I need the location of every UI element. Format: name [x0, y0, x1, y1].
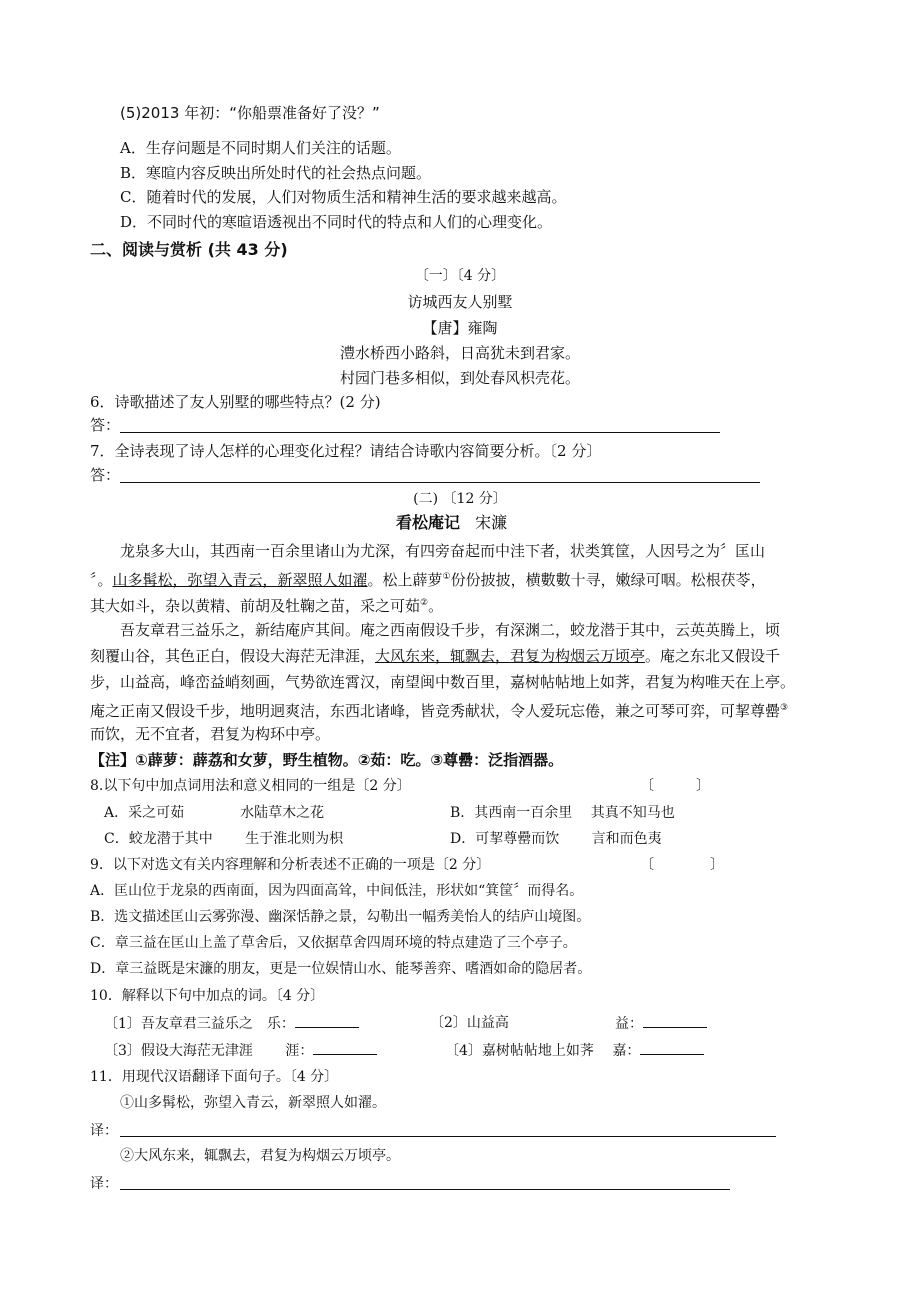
- prose-heading: [396, 513, 507, 533]
- q11-label-1: 译：: [90, 1123, 118, 1139]
- q8-option-b: B．其西南一百余里 其真不知马也: [450, 805, 675, 821]
- prose-underlined-sentence-1: 山多髯松，弥望入青云，新翠照人如濯: [112, 571, 368, 589]
- q11-answer-line-1[interactable]: [120, 1136, 776, 1137]
- q9-text: 9．以下对选文有关内容理解和分析表述不正确的一项是〔2 分〕: [90, 857, 491, 873]
- q6-text: 6．诗歌描述了友人别墅的哪些特点？(2 分): [90, 393, 381, 411]
- q10-blank-3[interactable]: [313, 1040, 377, 1055]
- prose-p2-line4: [90, 698, 788, 721]
- poem-part: 〔一〕〔4 分〕: [414, 268, 506, 284]
- prose-p2-line5: 而饮，无不宜者，君复为构环中亭。: [90, 725, 331, 743]
- prose-note: 【注】①薜萝：薜荔和女萝，野生植物。②茹：吃。③尊罍：泛指酒器。: [90, 751, 564, 769]
- q10-item-1: [104, 1013, 359, 1034]
- prose-p1-line2-a: 〞。: [90, 571, 113, 589]
- q10-blank-2[interactable]: [643, 1013, 707, 1028]
- prose-p2-line3: 步，山益高，峰峦益峭刻画，气势欲连霄汉，南望闽中数百里，嘉树帖帖地上如荠，君复为构唯天在上亭。: [90, 673, 796, 691]
- prose-p2-line2-a: 刻覆山谷，其色正白，假设大海茫无津涯，: [90, 647, 376, 665]
- q8-option-d: D．可挈尊罍而饮 言和而色夷: [450, 831, 662, 847]
- q8-option-a: A．采之可茹 水陆草木之花: [104, 805, 325, 821]
- prose-p2-line4-a: 庵之正南又假设千步，地明迥爽洁，东西北诸峰，皆竞秀献状，令人爱玩忘倦，兼之可琴可弈，可挈尊罍: [90, 702, 781, 720]
- prose-part: (二) 〔12 分〕: [413, 491, 507, 507]
- q11-answer-line-2[interactable]: [120, 1189, 730, 1190]
- q7-answer-label: 答：: [90, 466, 121, 484]
- q5-option-b: B．寒暄内容反映出所处时代的社会热点问题。: [120, 164, 432, 182]
- section-title-text: 二、阅读与赏析: [90, 240, 203, 259]
- q5-header: (5)2013 年初：“你船票准备好了没？”: [120, 104, 380, 122]
- prose-p1-line3-b: 。: [428, 597, 444, 615]
- q10-item-3-label: 〔3〕假设大海茫无津涯 涯：: [104, 1043, 314, 1059]
- q9-option-b: B．选文描述匡山云雾弥漫、幽深恬静之景，勾勒出一幅秀美怡人的结庐山境图。: [90, 909, 591, 925]
- q10-blank-1[interactable]: [295, 1013, 359, 1028]
- prose-author: 宋濂: [475, 513, 508, 532]
- q7-text: 7．全诗表现了诗人怎样的心理变化过程？请结合诗歌内容简要分析。〔2 分〕: [90, 442, 602, 460]
- prose-p1-line1: 龙泉多大山，其西南一百余里诸山为尤深，有四旁奋起而中洼下者，状类箕筐，人因号之为〞匡山: [120, 542, 766, 560]
- q9-option-d: D．章三益既是宋濂的朋友，更是一位娱情山水、能琴善弈、嗜酒如命的隐居者。: [90, 961, 592, 977]
- q6-answer-label: 答：: [90, 416, 121, 434]
- q7-answer-line[interactable]: [120, 482, 760, 483]
- prose-p2-line1: 吾友章君三益乐之，新结庵庐其间。庵之西南假设千步，有深渊二，蛟龙潜于其中，云英英腾上，顷: [120, 621, 781, 639]
- prose-p1-line2-b: 。松上薜萝: [367, 571, 443, 589]
- q10-item-1-label: 〔1〕吾友章君三益乐之 乐：: [104, 1016, 295, 1032]
- note-marker-3: ③: [780, 703, 789, 713]
- q10-item-4: [445, 1040, 704, 1061]
- prose-title: 看松庵记: [396, 513, 461, 532]
- q10-item-2: 〔2〕山益高: [430, 1015, 509, 1031]
- poem-title: 访城西友人别墅: [407, 293, 513, 311]
- note-marker-1: ①: [442, 572, 451, 582]
- q10-item-4-label: 〔4〕嘉树帖帖地上如荠 嘉：: [445, 1043, 641, 1059]
- q10-blank-4[interactable]: [640, 1040, 704, 1055]
- q10-text: 10．解释以下句中加点的词。〔4 分〕: [90, 988, 325, 1004]
- q10-item-3: [104, 1040, 377, 1061]
- prose-p2-line2-b: 。庵之东北又假设千: [645, 647, 781, 665]
- q8-answer-bracket[interactable]: 〔 〕: [640, 778, 710, 794]
- prose-p1-line2: [90, 567, 766, 590]
- poem-line-2: 村园门巷多相似，到处春风枳壳花。: [339, 369, 580, 387]
- q10-item-2b: [615, 1013, 707, 1034]
- prose-p1-line3: [90, 593, 443, 616]
- section-title: [90, 240, 288, 260]
- q10-item-2-label: 益：: [615, 1016, 643, 1032]
- poem-author: 【唐】雍陶: [422, 319, 498, 337]
- prose-p1-line3-a: 其大如斗，杂以黄精、前胡及牡鞠之苗，采之可茹: [90, 597, 421, 615]
- prose-p2-line2: [90, 646, 780, 666]
- section-score: (共 43 分): [207, 240, 288, 259]
- q8-text: 8.以下句中加点词用法和意义相同的一组是〔2 分〕: [90, 778, 411, 794]
- q5-option-a: A．生存问题是不同时期人们关注的话题。: [120, 139, 401, 157]
- note-marker-2: ②: [420, 598, 429, 608]
- q11-label-2: 译：: [90, 1176, 118, 1192]
- q5-option-d: D．不同时代的寒暄语透视出不同时代的特点和人们的心理变化。: [120, 213, 553, 231]
- prose-underlined-sentence-2: 大风东来，辄飘去，君复为构烟云万顷亭: [375, 647, 646, 665]
- q6-answer-line[interactable]: [120, 432, 720, 433]
- prose-p1-line2-c: 份份披披，横數數十寻，嫩绿可咽。松根茯苓，: [450, 571, 766, 589]
- poem-line-1: 澧水桥西小路斜，日高犹未到君家。: [339, 344, 580, 362]
- q11-text: 11．用现代汉语翻译下面句子。〔4 分〕: [90, 1069, 339, 1085]
- q8-option-c: C．蛟龙潜于其中 生于淮北则为枳: [104, 831, 344, 847]
- q11-sentence-1: ①山多髯松，弥望入青云，新翠照人如濯。: [120, 1095, 386, 1111]
- q9-option-a: A．匡山位于龙泉的西南面，因为四面高耸，中间低洼，形状如“箕筐〞而得名。: [90, 883, 584, 899]
- q5-option-c: C．随着时代的发展，人们对物质生活和精神生活的要求越来越高。: [120, 188, 567, 206]
- q11-sentence-2: ②大风东来，辄飘去，君复为构烟云万顷亭。: [120, 1148, 400, 1164]
- q9-answer-bracket[interactable]: 〔 〕: [640, 857, 724, 873]
- q9-option-c: C．章三益在匡山上盖了草舍后，又依据草舍四周环境的特点建造了三个亭子。: [90, 935, 577, 951]
